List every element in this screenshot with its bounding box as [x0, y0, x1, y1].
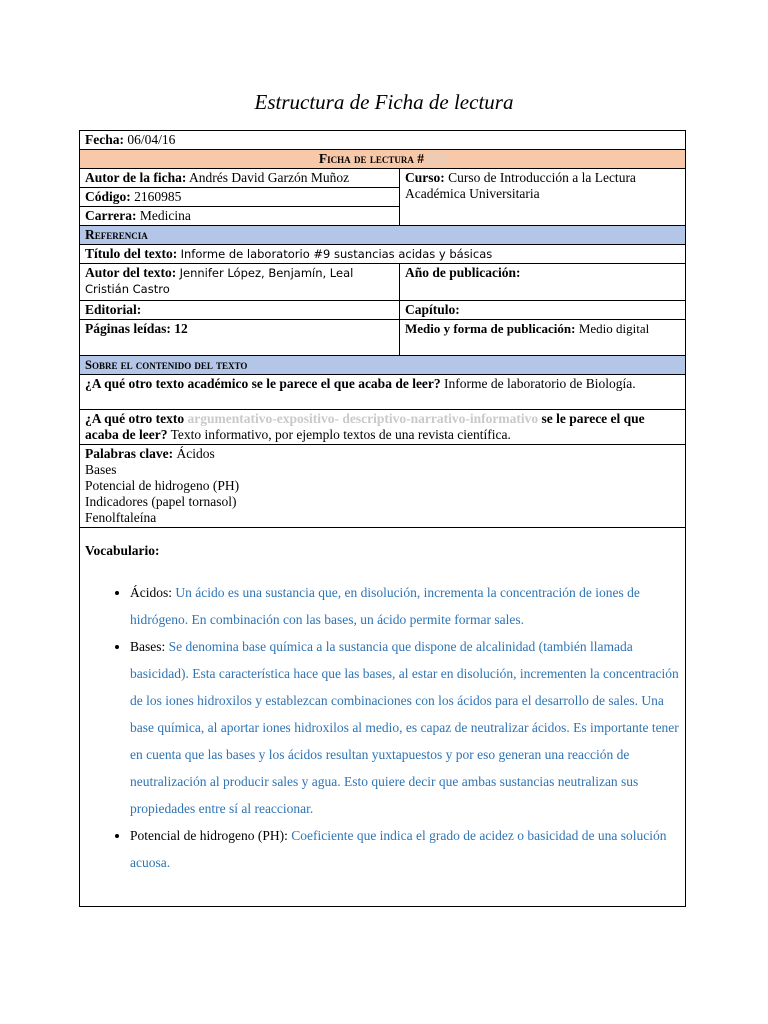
- autor-ficha-label: Autor de la ficha:: [85, 170, 187, 185]
- curso-cell: [400, 169, 686, 226]
- curso-value: Curso de Introducción a la Lectura Académica Universitaria: [405, 170, 636, 201]
- autor-texto-value: Jennifer López, Benjamín, Leal Cristián Castro: [85, 266, 354, 296]
- carrera-label: Carrera:: [85, 208, 137, 223]
- sobre-cell: [80, 356, 686, 375]
- fecha-label: Fecha:: [85, 132, 124, 147]
- vocab-term: Potencial de hidrogeno (PH):: [130, 828, 288, 843]
- medio-value: Medio digital: [578, 321, 650, 336]
- paginas-cell: [80, 320, 400, 356]
- keyword-item: Potencial de hidrogeno (PH): [85, 478, 240, 493]
- autor-ficha-cell: [80, 169, 400, 188]
- codigo-value: 2160985: [134, 189, 182, 204]
- vocabulario-row: [80, 528, 686, 907]
- fecha-cell: [80, 131, 686, 150]
- keyword-item: Indicadores (papel tornasol): [85, 494, 237, 509]
- fecha-row: [80, 131, 686, 150]
- anio-label: Año de publicación:: [405, 265, 521, 280]
- palabras-cell: [80, 445, 686, 528]
- ficha-header-number: (N): [427, 151, 447, 166]
- q1-cell: [80, 375, 686, 410]
- list-item: [130, 633, 680, 822]
- referencia-row: [80, 226, 686, 245]
- curso-label: Curso:: [405, 170, 445, 185]
- vocab-term: Bases:: [130, 639, 166, 654]
- vocab-term: Ácidos:: [130, 585, 172, 600]
- referencia-cell: [80, 226, 686, 245]
- editorial-label: Editorial:: [85, 302, 142, 317]
- q2-label-end: se le parece el que acaba de leer?: [85, 411, 645, 442]
- q2-hint: argumentativo-expositivo- descriptivo-narrativo-informativo: [187, 411, 539, 426]
- q2-label-start: ¿A qué otro texto: [85, 411, 185, 426]
- q1-label: ¿A qué otro texto académico se le parece el que acaba de leer?: [85, 376, 441, 391]
- vocabulario-label: Vocabulario:: [85, 543, 160, 558]
- carrera-cell: [80, 207, 400, 226]
- q1-row: [80, 375, 686, 410]
- titulo-texto-value: Informe de laboratorio #9 sustancias acidas y básicas: [180, 247, 493, 261]
- capitulo-label: Capítulo:: [405, 302, 460, 317]
- autor-texto-label: Autor del texto:: [85, 265, 177, 280]
- medio-cell: [400, 320, 686, 356]
- vocab-definition: Un ácido es una sustancia que, en disolución, incrementa la concentración de iones de hidrógeno. En combinación con las bases, un ácido permite formar sales.: [130, 585, 640, 627]
- vocabulario-list: [85, 579, 680, 876]
- vocab-definition: Se denomina base química a la sustancia que dispone de alcalinidad (también llamada basicidad). Esta característica hace que las bases, al estar en disolución, incrementen la concentración de los iones hidroxilos y establezcan combinaciones con los ácidos para el desarrollo de sales. Una base química, al aportar iones hidroxilos al medio, es capaz de neutralizar ácidos. Es importante tener en cuenta que las bases y los ácidos resultan yuxtapuestos y por eso generan una reacción de neutralización al producir sales y agua. Esto quiere decir que ambas sustancias neutralizan sus propiedades entre sí al reaccionar.: [130, 639, 679, 816]
- autor-texto-row: [80, 264, 686, 301]
- sobre-row: [80, 356, 686, 375]
- q2-row: [80, 410, 686, 445]
- autor-ficha-value: Andrés David Garzón Muñoz: [189, 170, 350, 185]
- autor-ficha-row: [80, 169, 686, 188]
- list-item: [130, 579, 680, 633]
- carrera-value: Medicina: [139, 208, 191, 223]
- keyword-item: Ácidos: [176, 446, 215, 461]
- referencia-label: Referencia: [85, 227, 148, 242]
- ficha-header-label: Ficha de lectura #: [318, 151, 424, 166]
- keyword-item: Bases: [85, 462, 117, 477]
- vocabulario-cell: [80, 528, 686, 907]
- reading-card-table: [79, 130, 686, 907]
- palabras-label: Palabras clave:: [85, 446, 174, 461]
- editorial-row: [80, 301, 686, 320]
- q1-value: Informe de laboratorio de Biología.: [444, 376, 636, 391]
- autor-texto-cell: [80, 264, 400, 301]
- ficha-header-row: [80, 150, 686, 169]
- vocab-definition: Coeficiente que indica el grado de acidez o basicidad de una solución acuosa.: [130, 828, 667, 870]
- capitulo-cell: [400, 301, 686, 320]
- paginas-row: [80, 320, 686, 356]
- q2-value: Texto informativo, por ejemplo textos de una revista científica.: [170, 427, 511, 442]
- paginas-label: Páginas leídas: 12: [85, 321, 188, 336]
- fecha-value: 06/04/16: [127, 132, 176, 147]
- page-title: Estructura de Ficha de lectura: [254, 90, 514, 114]
- codigo-label: Código:: [85, 189, 131, 204]
- ficha-header-cell: [80, 150, 686, 169]
- sobre-label: Sobre el contenido del texto: [85, 358, 248, 372]
- palabras-row: [80, 445, 686, 528]
- codigo-cell: [80, 188, 400, 207]
- anio-cell: [400, 264, 686, 301]
- q2-cell: [80, 410, 686, 445]
- medio-label: Medio y forma de publicación:: [405, 321, 576, 336]
- list-item: [130, 822, 680, 876]
- titulo-texto-cell: [80, 245, 686, 264]
- editorial-cell: [80, 301, 400, 320]
- keyword-item: Fenolftaleína: [85, 510, 157, 525]
- titulo-texto-label: Título del texto:: [85, 246, 178, 261]
- titulo-texto-row: [80, 245, 686, 264]
